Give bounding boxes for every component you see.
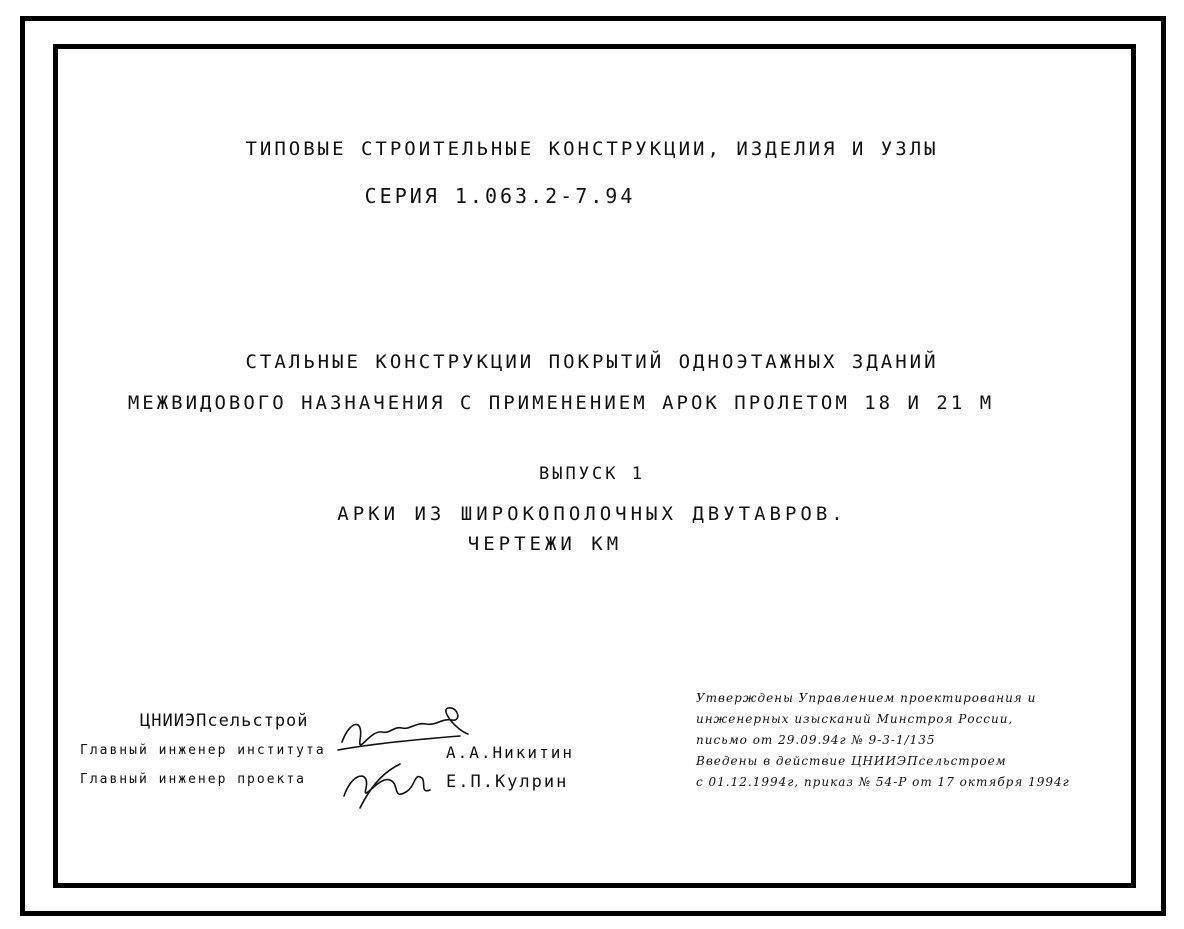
signature-stroke-lower	[344, 776, 430, 796]
issue-title: АРКИ ИЗ ШИРОКОПОЛОЧНЫХ ДВУТАВРОВ.	[337, 503, 847, 525]
issue-subtitle: ЧЕРТЕЖИ КМ	[467, 533, 623, 555]
handwritten-signatures	[330, 700, 490, 820]
approval-line-4: Введены в действие ЦНИИЭПсельстроем	[696, 754, 1007, 768]
organization-name: ЦНИИЭПсельстрой	[140, 711, 309, 731]
series-code: СЕРИЯ 1.063.2-7.94	[364, 184, 636, 208]
approval-note	[696, 688, 1116, 793]
chief-engineer-project-name: Е.П.Кулрин	[446, 772, 569, 792]
approval-line-5: с 01.12.1994г, приказ № 54-Р от 17 октября 1994г	[696, 775, 1070, 789]
chief-engineer-institute-name: А.А.Никитин	[446, 743, 574, 762]
document-title-line-1: СТАЛЬНЫЕ КОНСТРУКЦИИ ПОКРЫТИЙ ОДНОЭТАЖНЫХ ЗДАНИЙ	[245, 351, 939, 373]
signature-stroke-upper-2	[338, 736, 460, 750]
approval-line-3: письмо от 29.09.94г № 9-3-1/135	[696, 733, 936, 747]
series-title: ТИПОВЫЕ СТРОИТЕЛЬНЫЕ КОНСТРУКЦИИ, ИЗДЕЛИЯ И УЗЛЫ	[245, 138, 939, 160]
document-title-line-2: МЕЖВИДОВОГО НАЗНАЧЕНИЯ С ПРИМЕНЕНИЕМ АРОК ПРОЛЕТОМ 18 И 21 М	[127, 392, 995, 414]
chief-engineer-institute-role: Главный инженер института	[80, 743, 326, 758]
approval-line-1: Утверждены Управлением проектирования и	[696, 691, 1037, 705]
approval-line-2: инженерных изысканий Минстроя России,	[696, 712, 1014, 726]
chief-engineer-project-role: Главный инженер проекта	[80, 772, 307, 787]
signature-stroke-upper	[342, 708, 468, 745]
issue-label: ВЫПУСК 1	[539, 464, 645, 484]
